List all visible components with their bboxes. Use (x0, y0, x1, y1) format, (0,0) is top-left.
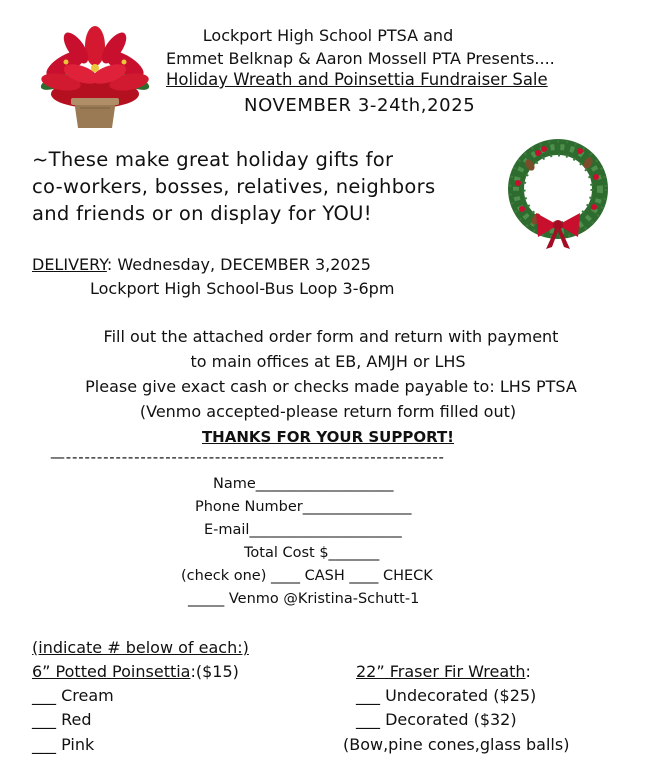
wreath-heading: 22” Fraser Fir Wreath (356, 662, 526, 681)
sale-dates: NOVEMBER 3-24th,2025 (244, 95, 476, 116)
page-title: Holiday Wreath and Poinsettia Fundraiser Sale (166, 70, 548, 89)
delivery-line (32, 255, 371, 274)
wreath-image (500, 133, 616, 251)
delivery-date: : Wednesday, DECEMBER 3,2025 (106, 255, 371, 274)
delivery-location: Lockport High School-Bus Loop 3-6pm (90, 279, 395, 298)
intro-line-2: co-workers, bosses, relatives, neighbors (32, 175, 436, 198)
thanks-heading: THANKS FOR YOUR SUPPORT! (201, 428, 455, 446)
wreath-decorations-note: (Bow,pine cones,glass balls) (343, 735, 570, 754)
poinsettia-option-pink[interactable]: ___ Pink (32, 735, 95, 754)
intro-line-3: and friends or on display for YOU! (32, 202, 372, 225)
instruction-line-3: Please give exact cash or checks made payable to: LHS PTSA (85, 377, 577, 396)
poinsettia-price: :($15) (190, 662, 239, 681)
poinsettia-heading: 6” Potted Poinsettia (32, 662, 191, 681)
name-field[interactable]: Name___________________ (213, 476, 394, 492)
poinsettia-option-cream[interactable]: ___ Cream (32, 686, 114, 705)
wreath-heading-colon: : (525, 662, 531, 681)
total-cost-field[interactable]: Total Cost $_______ (244, 545, 380, 561)
payment-method-choice[interactable]: (check one) ____ CASH ____ CHECK (181, 568, 433, 584)
wreath-option-decorated[interactable]: ___ Decorated ($32) (356, 710, 517, 729)
venmo-choice[interactable]: _____ Venmo @Kristina-Schutt-1 (188, 591, 420, 607)
phone-field[interactable]: Phone Number_______________ (195, 499, 412, 515)
bow-icon (536, 213, 580, 249)
header-line-1: Lockport High School PTSA and (202, 26, 454, 45)
poinsettia-heading-line (32, 662, 239, 681)
poinsettia-option-red[interactable]: ___ Red (32, 710, 92, 729)
instruction-line-4: (Venmo accepted-please return form filled out) (139, 402, 517, 421)
wreath-option-undecorated[interactable]: ___ Undecorated ($25) (356, 686, 537, 705)
wreath-heading-line (356, 662, 531, 681)
instruction-line-2: to main offices at EB, AMJH or LHS (190, 352, 466, 371)
header-line-2: Emmet Belknap & Aaron Mossell PTA Presents.... (166, 49, 555, 68)
indicate-instructions: (indicate # below of each:) (32, 638, 249, 657)
intro-line-1: ~These make great holiday gifts for (32, 148, 394, 171)
email-field[interactable]: E-mail_____________________ (204, 522, 402, 538)
instruction-line-1: Fill out the attached order form and return with payment (103, 327, 559, 346)
delivery-label: DELIVERY (32, 255, 107, 274)
divider-line: —------------------------------------------------------------- (50, 448, 445, 466)
flower-pot-icon (71, 98, 119, 128)
